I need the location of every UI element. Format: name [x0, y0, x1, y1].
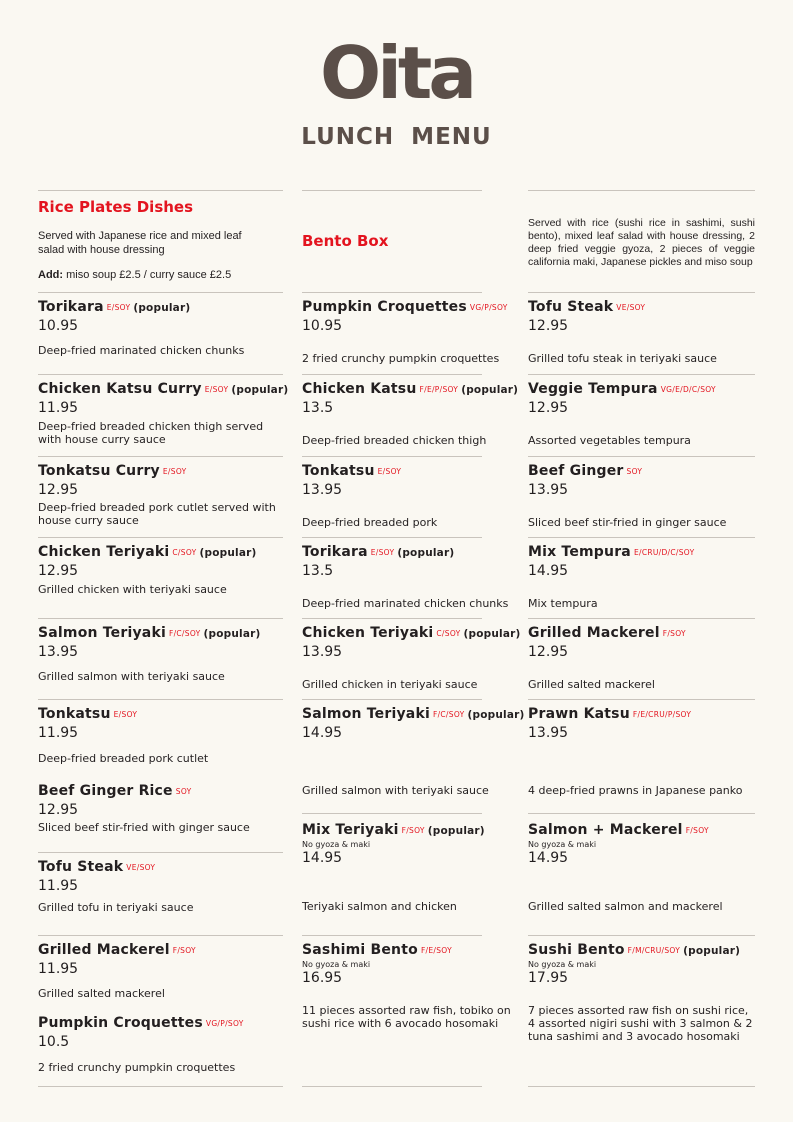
divider — [302, 699, 482, 700]
divider — [302, 537, 482, 538]
divider — [302, 935, 482, 936]
menu-item-name: Sushi Bento — [528, 942, 625, 958]
divider — [302, 292, 482, 293]
allergen-codes: E/SOY — [162, 467, 187, 476]
menu-item-price: 11.95 — [38, 878, 79, 894]
menu-item-description: Assorted vegetables tempura — [528, 434, 691, 447]
menu-item — [38, 298, 283, 357]
menu-item-price: 10.95 — [38, 318, 79, 334]
menu-item-name-row — [528, 543, 755, 562]
menu-item-name-row — [302, 821, 522, 840]
menu-item-price: 10.95 — [302, 318, 343, 334]
menu-item-price: 12.95 — [528, 318, 569, 334]
allergen-codes: E/SOY — [377, 467, 402, 476]
menu-item-description: Deep-fried breaded pork cutlet — [38, 752, 209, 765]
allergen-codes: C/SOY — [172, 548, 197, 557]
allergen-codes: F/C/SOY — [432, 710, 465, 719]
menu-item-name-row — [302, 624, 522, 643]
menu-item-price: 14.95 — [302, 725, 343, 741]
menu-item-name: Chicken Katsu Curry — [38, 381, 202, 397]
allergen-codes: E/SOY — [204, 385, 229, 394]
divider — [528, 618, 755, 619]
rice-plates-intro: Served with Japanese rice and mixed leaf salad with house dressing — [38, 230, 242, 256]
section-title-rice-plates: Rice Plates Dishes — [38, 198, 194, 216]
divider — [38, 852, 283, 853]
allergen-codes: E/SOY — [113, 710, 138, 719]
menu-item-name-row — [528, 705, 755, 724]
menu-item-price: 13.95 — [528, 725, 569, 741]
menu-item — [528, 624, 755, 691]
menu-item-note: No gyoza & maki — [302, 960, 371, 969]
allergen-codes: F/SOY — [685, 826, 709, 835]
section-title-bento-box: Bento Box — [302, 232, 389, 250]
menu-item — [38, 462, 283, 527]
menu-item-price: 11.95 — [38, 400, 79, 416]
divider — [528, 292, 755, 293]
divider — [38, 456, 283, 457]
menu-item-note: No gyoza & maki — [528, 840, 597, 849]
menu-item-name: Torikara — [38, 299, 104, 315]
allergen-codes: VE/SOY — [616, 303, 646, 312]
menu-item — [528, 298, 755, 365]
menu-item-price: 14.95 — [528, 850, 569, 866]
menu-item-name-row — [302, 462, 522, 481]
divider — [302, 456, 482, 457]
divider — [302, 190, 482, 191]
divider — [528, 374, 755, 375]
menu-item-name: Pumpkin Croquettes — [302, 299, 467, 315]
menu-item — [38, 543, 283, 596]
menu-item-price: 13.5 — [302, 400, 334, 416]
divider — [528, 537, 755, 538]
divider — [302, 374, 482, 375]
divider — [38, 935, 283, 936]
menu-item — [528, 705, 755, 797]
menu-item — [528, 380, 755, 447]
menu-item-name: Mix Teriyaki — [302, 822, 399, 838]
menu-item-name-row — [528, 380, 755, 399]
menu-item-name: Torikara — [302, 544, 368, 560]
menu-item-price: 12.95 — [528, 644, 569, 660]
menu-item-price: 13.95 — [38, 644, 79, 660]
menu-item-note: No gyoza & maki — [302, 840, 371, 849]
popular-tag: (popular) — [199, 547, 257, 559]
menu-item-price: 14.95 — [302, 850, 343, 866]
popular-tag: (popular) — [231, 384, 289, 396]
divider — [302, 618, 482, 619]
allergen-codes: SOY — [626, 467, 643, 476]
divider — [528, 935, 755, 936]
menu-item-price: 13.5 — [302, 563, 334, 579]
menu-item-name: Prawn Katsu — [528, 706, 630, 722]
menu-item-price: 12.95 — [38, 482, 79, 498]
menu-item-name-row — [302, 380, 522, 399]
menu-item — [302, 380, 522, 447]
menu-item-description: 4 deep-fried prawns in Japanese panko — [528, 784, 743, 797]
add-text: miso soup £2.5 / curry sauce £2.5 — [63, 269, 232, 281]
menu-item-name-row — [38, 858, 283, 877]
divider — [38, 1086, 283, 1087]
divider — [528, 190, 755, 191]
menu-item — [528, 941, 755, 1043]
menu-item-name: Tonkatsu — [302, 463, 375, 479]
menu-item-name-row — [528, 624, 755, 643]
menu-item-name-row — [38, 1014, 283, 1033]
menu-item — [528, 543, 755, 610]
allergen-codes: VG/P/SOY — [469, 303, 508, 312]
divider — [38, 374, 283, 375]
menu-item-name: Salmon + Mackerel — [528, 822, 683, 838]
popular-tag: (popular) — [203, 628, 261, 640]
popular-tag: (popular) — [463, 628, 521, 640]
menu-item-name-row — [302, 298, 522, 317]
menu-item-description: Grilled salted salmon and mackerel — [528, 900, 723, 913]
menu-item — [528, 462, 755, 529]
bento-intro: Served with rice (sushi rice in sashimi, sushi bento), mixed leaf salad with house dressing, 2 deep fried veggie gyoza, 2 pieces of veggie california maki, Japanese pickles and miso soup — [528, 217, 755, 268]
menu-item-name-row — [302, 543, 522, 562]
menu-item-name: Beef Ginger Rice — [38, 783, 173, 799]
menu-item — [38, 941, 283, 1000]
menu-item-price: 11.95 — [38, 725, 79, 741]
menu-item-price: 12.95 — [38, 563, 79, 579]
menu-item-price: 16.95 — [302, 970, 343, 986]
menu-item — [302, 705, 525, 797]
menu-item-description: Mix tempura — [528, 597, 598, 610]
menu-item-description: Sliced beef stir-fried in ginger sauce — [528, 516, 727, 529]
menu-item-description: Sliced beef stir-fried with ginger sauce — [38, 821, 250, 834]
menu-item-name: Chicken Katsu — [302, 381, 417, 397]
menu-item-description: 11 pieces assorted raw fish, tobiko on sushi rice with 6 avocado hosomaki — [302, 1004, 511, 1030]
divider — [38, 618, 283, 619]
allergen-codes: F/SOY — [662, 629, 686, 638]
menu-item-price: 12.95 — [38, 802, 79, 818]
menu-item-note: No gyoza & maki — [528, 960, 597, 969]
menu-item — [38, 705, 283, 765]
menu-item-name-row — [38, 543, 283, 562]
menu-item-price: 12.95 — [528, 400, 569, 416]
menu-item-name: Salmon Teriyaki — [302, 706, 430, 722]
menu-item-name: Chicken Teriyaki — [38, 544, 170, 560]
menu-item-name-row — [38, 941, 283, 960]
popular-tag: (popular) — [683, 945, 741, 957]
menu-item-description: Teriyaki salmon and chicken — [302, 900, 457, 913]
menu-item-description: Deep-fried breaded chicken thigh served with house curry sauce — [38, 420, 264, 446]
allergen-codes: VG/E/D/C/SOY — [660, 385, 716, 394]
menu-item-description: Deep-fried breaded pork cutlet served with house curry sauce — [38, 501, 276, 527]
menu-item-description: Grilled salted mackerel — [38, 987, 165, 1000]
menu-item-name: Tonkatsu — [38, 706, 111, 722]
menu-item-name-row — [302, 705, 525, 724]
menu-item-name: Pumpkin Croquettes — [38, 1015, 203, 1031]
menu-item — [528, 821, 755, 913]
allergen-codes: C/SOY — [436, 629, 461, 638]
divider — [528, 456, 755, 457]
menu-item-name: Grilled Mackerel — [528, 625, 660, 641]
menu-item — [302, 543, 522, 610]
allergen-codes: F/SOY — [172, 946, 196, 955]
menu-item-name-row — [528, 821, 755, 840]
divider — [38, 292, 283, 293]
popular-tag: (popular) — [133, 302, 191, 314]
rice-plates-add-on — [38, 268, 278, 282]
menu-item-price: 13.95 — [302, 482, 343, 498]
menu-item-name: Tonkatsu Curry — [38, 463, 160, 479]
allergen-codes: F/E/CRU/P/SOY — [632, 710, 692, 719]
menu-item-description: Grilled tofu in teriyaki sauce — [38, 901, 194, 914]
allergen-codes: VG/P/SOY — [205, 1019, 244, 1028]
menu-item — [302, 941, 522, 1030]
menu-item-description: 7 pieces assorted raw fish on sushi rice, 4 assorted nigiri sushi with 3 salmon & 2 tuna sashimi and 3 avocado hosomaki — [528, 1004, 753, 1043]
divider — [38, 190, 283, 191]
divider — [38, 537, 283, 538]
menu-item-price: 17.95 — [528, 970, 569, 986]
divider — [528, 1086, 755, 1087]
menu-item-name: Sashimi Bento — [302, 942, 418, 958]
menu-item-price: 14.95 — [528, 563, 569, 579]
allergen-codes: F/E/SOY — [420, 946, 452, 955]
menu-item-description: Deep-fried marinated chicken chunks — [302, 597, 509, 610]
menu-item — [302, 821, 522, 913]
allergen-codes: E/SOY — [106, 303, 131, 312]
menu-item — [302, 462, 522, 529]
page-title: LUNCH MENU — [301, 124, 492, 150]
add-label: Add: — [38, 269, 64, 281]
popular-tag: (popular) — [461, 384, 519, 396]
menu-item-description: Deep-fried breaded pork — [302, 516, 438, 529]
allergen-codes: E/CRU/D/C/SOY — [633, 548, 695, 557]
popular-tag: (popular) — [467, 709, 525, 721]
allergen-codes: E/SOY — [370, 548, 395, 557]
menu-item-name: Salmon Teriyaki — [38, 625, 166, 641]
menu-item-description: 2 fried crunchy pumpkin croquettes — [38, 1061, 236, 1074]
menu-item-name-row — [528, 298, 755, 317]
menu-item-name-row — [38, 782, 283, 801]
menu-item-name-row — [528, 462, 755, 481]
allergen-codes: F/E/P/SOY — [419, 385, 459, 394]
logo-text: Oita — [320, 31, 473, 115]
menu-item-name-row — [38, 462, 283, 481]
menu-item-name-row — [38, 705, 283, 724]
menu-item-name-row — [38, 298, 283, 317]
allergen-codes: VE/SOY — [126, 863, 156, 872]
menu-item-name: Chicken Teriyaki — [302, 625, 434, 641]
menu-item-name: Veggie Tempura — [528, 381, 658, 397]
menu-item — [38, 624, 283, 683]
menu-item-name: Tofu Steak — [38, 859, 124, 875]
allergen-codes: F/M/CRU/SOY — [627, 946, 681, 955]
menu-item-price: 13.95 — [302, 644, 343, 660]
menu-item-name: Grilled Mackerel — [38, 942, 170, 958]
menu-item — [38, 380, 289, 446]
divider — [302, 1086, 482, 1087]
menu-item — [38, 782, 283, 834]
menu-item-name-row — [528, 941, 755, 960]
menu-item-name-row — [38, 380, 289, 399]
menu-item-description: Grilled chicken with teriyaki sauce — [38, 583, 227, 596]
popular-tag: (popular) — [427, 825, 485, 837]
menu-item-name: Tofu Steak — [528, 299, 614, 315]
menu-item-description: Grilled salmon with teriyaki sauce — [38, 670, 225, 683]
menu-item-name: Beef Ginger — [528, 463, 624, 479]
menu-item-description: Deep-fried breaded chicken thigh — [302, 434, 487, 447]
menu-item-price: 13.95 — [528, 482, 569, 498]
menu-item — [38, 858, 283, 914]
divider — [528, 813, 755, 814]
menu-item-description: Grilled tofu steak in teriyaki sauce — [528, 352, 717, 365]
divider — [528, 699, 755, 700]
menu-item — [302, 298, 522, 365]
allergen-codes: F/SOY — [401, 826, 425, 835]
menu-item-description: Grilled salted mackerel — [528, 678, 655, 691]
menu-item-price: 11.95 — [38, 961, 79, 977]
menu-item-price: 10.5 — [38, 1034, 70, 1050]
menu-item-description: Deep-fried marinated chicken chunks — [38, 344, 245, 357]
menu-item-name-row — [38, 624, 283, 643]
menu-item — [302, 624, 522, 691]
menu-item-description: Grilled chicken in teriyaki sauce — [302, 678, 478, 691]
divider — [38, 699, 283, 700]
logo — [0, 31, 793, 115]
popular-tag: (popular) — [397, 547, 455, 559]
allergen-codes: F/C/SOY — [168, 629, 201, 638]
allergen-codes: SOY — [175, 787, 192, 796]
divider — [302, 813, 482, 814]
menu-item-name-row — [302, 941, 522, 960]
menu-item-name: Mix Tempura — [528, 544, 631, 560]
menu-item — [38, 1014, 283, 1074]
menu-item-description: Grilled salmon with teriyaki sauce — [302, 784, 489, 797]
menu-item-description: 2 fried crunchy pumpkin croquettes — [302, 352, 500, 365]
